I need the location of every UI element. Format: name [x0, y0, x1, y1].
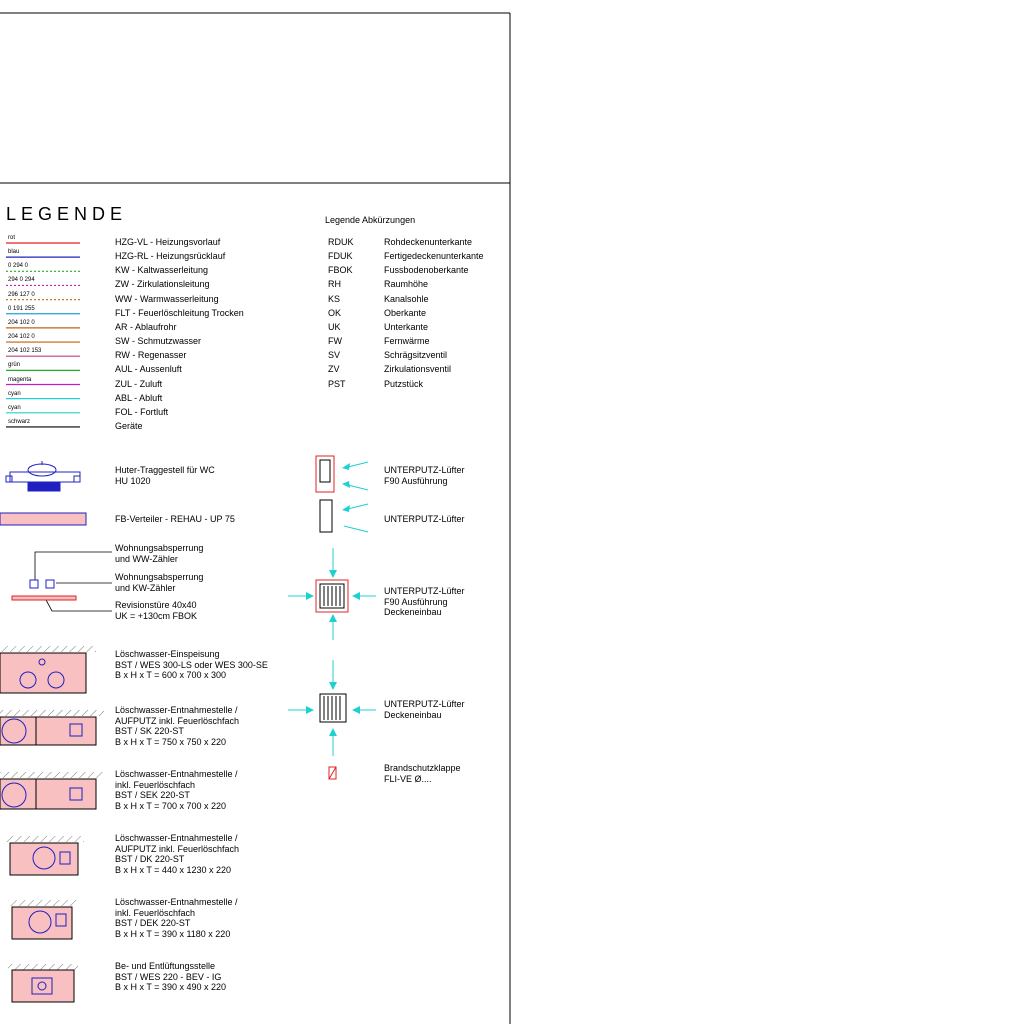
line-label: ZW - Zirkulationsleitung — [115, 279, 210, 290]
line-tag: rot — [8, 235, 16, 241]
fire-hose-cabinet-sk-icon — [0, 710, 104, 745]
line-label: HZG-VL - Heizungsvorlauf — [115, 237, 221, 247]
line-label: HZG-RL - Heizungsrücklauf — [115, 251, 226, 262]
abbr-text: Rohdeckenunterkante — [384, 237, 473, 247]
abbr-code: UK — [328, 321, 341, 332]
fire-damper-icon — [329, 767, 336, 779]
fire-hose-sk-label: Löschwasser-Entnahmestelle / AUFPUTZ inkl. Feuerlöschfach BST / SK 220-ST B x H x T = 750 x 750 x 220 — [115, 705, 240, 747]
revision-door-icon — [12, 596, 76, 600]
line-label: AR - Ablaufrohr — [115, 321, 177, 332]
abbr-code: ZV — [328, 364, 340, 375]
fire-hose-cabinet-dk-icon — [6, 836, 84, 875]
abbr-code: OK — [328, 307, 342, 318]
fan-ceiling-f90-label: UNTERPUTZ-Lüfter F90 Ausführung Deckeneinbau — [384, 586, 465, 617]
line-label: ABL - Abluft — [115, 392, 163, 403]
line-label: AUL - Aussenluft — [115, 364, 182, 375]
fire-hose-sek-label: Löschwasser-Entnahmestelle / inkl. Feuerlöschfach BST / SEK 220-ST B x H x T = 700 x 700 x 220 — [115, 769, 238, 811]
fire-hose-cabinet-dek-icon — [8, 900, 78, 939]
line-label: KW - Kaltwasserleitung — [115, 265, 209, 276]
abbr-text: Raumhöhe — [384, 279, 429, 290]
line-tag: cyan — [8, 390, 21, 397]
line-label: RW - Regenasser — [115, 350, 187, 361]
line-tag: blau — [8, 249, 20, 256]
fb-distributor-label: FB-Verteiler - REHAU - UP 75 — [115, 514, 235, 524]
fire-damper-label: Brandschutzklappe FLI-VE Ø.... — [384, 763, 461, 784]
line-tag: 204 102 0 — [8, 334, 35, 341]
meter-icon — [30, 580, 54, 588]
abbr-code: FBOK — [328, 265, 353, 276]
line-tag: grün — [8, 362, 21, 369]
line-tag: cyan — [8, 404, 21, 411]
fan-icon — [320, 500, 368, 532]
line-label: Geräte — [115, 420, 143, 431]
abbr-code: RH — [328, 279, 341, 290]
fan-label: UNTERPUTZ-Lüfter — [384, 514, 465, 524]
fan-f90-label: UNTERPUTZ-Lüfter F90 Ausführung — [384, 465, 465, 486]
fire-water-inlet-label: Löschwasser-Einspeisung BST / WES 300-LS oder WES 300-SE B x H x T = 600 x 700 x 300 — [115, 649, 268, 680]
fan-ceiling-icon — [288, 660, 376, 756]
abbr-text: Schrägsitzventil — [384, 350, 448, 361]
vent-point-icon — [8, 964, 78, 1002]
kw-meter-label: Wohnungsabsperrung und KW-Zähler — [115, 572, 204, 593]
fire-hose-cabinet-sek-icon — [0, 772, 104, 809]
line-tag: 204 102 153 — [8, 348, 42, 355]
abbr-text: Kanalsohle — [384, 293, 429, 304]
line-tag: 0 191 255 — [8, 305, 35, 312]
line-label: SW - Schmutzwasser — [115, 336, 202, 347]
line-tag: schwarz — [8, 418, 31, 425]
legend-title: LEGENDE — [6, 204, 128, 224]
ww-meter-label: Wohnungsabsperrung und WW-Zähler — [115, 543, 204, 564]
fan-ceiling-label: UNTERPUTZ-Lüfter Deckeneinbau — [384, 699, 465, 720]
abbr-code: PST — [328, 378, 346, 389]
line-label: FLT - Feuerlöschleitung Trocken — [115, 307, 244, 318]
line-tag: 0 294 0 — [8, 263, 29, 270]
wc-frame-icon — [6, 461, 80, 491]
fire-hose-dek-label: Löschwasser-Entnahmestelle / inkl. Feuerlöschfach BST / DEK 220-ST B x H x T = 390 x 1180 x 220 — [115, 897, 238, 939]
abbr-text: Fernwärme — [384, 336, 430, 347]
wc-frame-label: Huter-Traggestell für WC HU 1020 — [115, 465, 215, 486]
abbr-title: Legende Abkürzungen — [325, 215, 416, 225]
line-label: FOL - Fortluft — [115, 406, 169, 417]
abbr-text: Fussbodenoberkante — [384, 265, 469, 276]
line-tag: magenta — [8, 376, 32, 383]
abbr-text: Zirkulationsventil — [384, 364, 452, 375]
line-tag: 204 102 0 — [8, 319, 35, 326]
line-tag: 296 127 0 — [8, 291, 35, 298]
abbr-code: FW — [328, 336, 342, 347]
fan-f90-icon — [316, 456, 368, 492]
vent-point-label: Be- und Entlüftungsstelle BST / WES 220 - BEV - IG B x H x T = 390 x 490 x 220 — [115, 961, 226, 992]
fire-hose-dk-label: Löschwasser-Entnahmestelle / AUFPUTZ inkl. Feuerlöschfach BST / DK 220-ST B x H x T = 440 x 1230 x 220 — [115, 833, 240, 875]
fire-water-inlet-icon — [0, 646, 96, 693]
abbr-code: KS — [328, 293, 341, 304]
line-label: WW - Warmwasserleitung — [115, 293, 219, 304]
abbr-text: Fertigedeckenunterkante — [384, 251, 484, 262]
abbr-text: Oberkante — [384, 307, 427, 318]
revision-door-label: Revisionstüre 40x40 UK = +130cm FBOK — [115, 600, 198, 621]
abbr-text: Putzstück — [384, 378, 424, 389]
fb-distributor-icon — [0, 513, 86, 525]
shutoff-leaders — [35, 552, 112, 611]
line-tag: 294 0 294 — [8, 277, 35, 284]
fan-ceiling-f90-icon — [288, 548, 376, 640]
line-label: ZUL - Zuluft — [115, 378, 163, 389]
abbr-code: RDUK — [328, 237, 354, 247]
abbr-text: Unterkante — [384, 321, 429, 332]
abbr-code: FDUK — [328, 251, 353, 262]
abbr-code: SV — [328, 350, 341, 361]
